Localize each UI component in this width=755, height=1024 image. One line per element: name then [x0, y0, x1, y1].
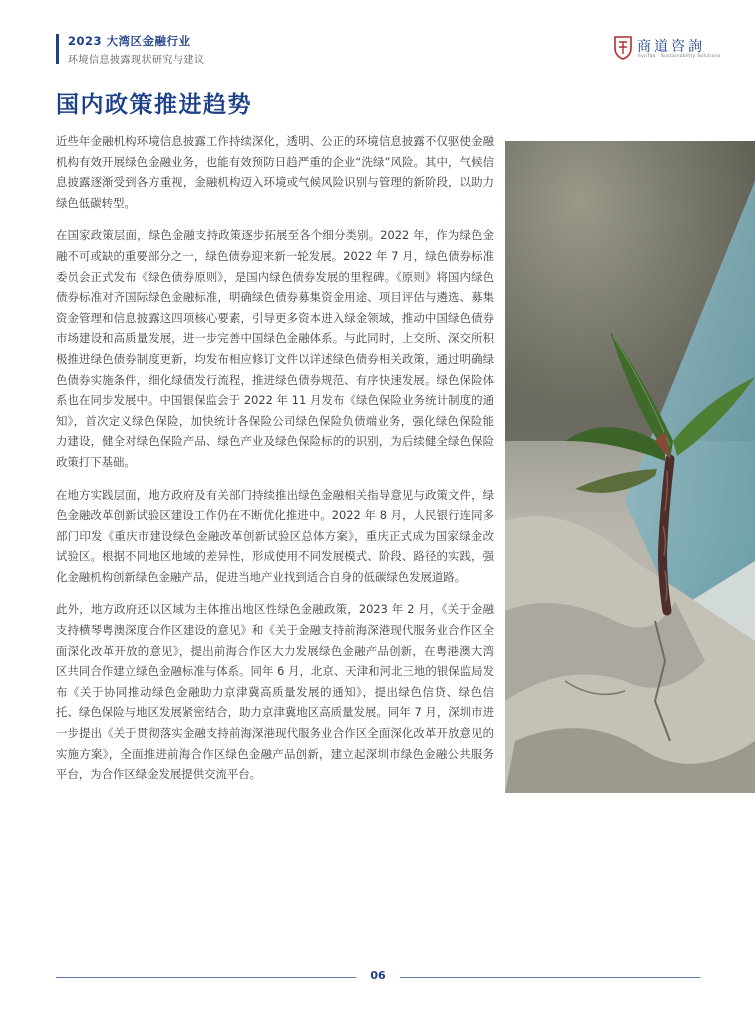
logo-name-cn: 商道咨詢 — [637, 39, 705, 55]
header-accent-bar — [56, 34, 59, 64]
paragraph-1: 近些年金融机构环境信息披露工作持续深化，透明、公正的环境信息披露不仅驱使金融机构有效开展绿色金融业务，也能有效预防日趋严重的企业“洗绿”风险。其中，气候信息披露逐渐受到各方重视，金融机构迈入环境或气候风险识别与管理的新阶段，以助力绿色低碳转型。 — [56, 134, 494, 210]
page-number: 06 — [370, 969, 386, 982]
logo — [612, 34, 721, 64]
body-text — [56, 131, 494, 797]
page-title: 国内政策推进趋势 — [56, 92, 252, 118]
header-subtitle: 环境信息披露现状研究与建议 — [68, 55, 205, 66]
footer-divider-left — [56, 977, 356, 978]
paragraph-4: 此外，地方政府还以区域为主体推出地区性绿色金融政策，2023 年 2 月，《关于金融支持横琴粤澳深度合作区建设的意见》和《关于金融支持前海深港现代服务业合作区全面深化改革开放的意见》，提出前海合作区大力发展绿色金融产品创新，在粤港澳大湾区共同合作建立绿色金融标准与体系。同年 6 月，北京、天津和河北三地的银保监局发布《关于协同推动绿色金融助力京津冀高质量发展的通知》，提出绿色信贷、绿色信托、绿色保险与地区发展紧密结合，助力京津冀地区高质量发展。同年 7 月，深圳市进一步提出《关于贯彻落实金融支持前海深港现代服务业合作区全面深化改革开放意见的实施方案》，全面推进前海合作区绿色金融产品创新，建立起深圳市绿色金融公共服务平台，为合作区绿金发展提供交流平台。 — [56, 602, 494, 782]
header-title: 2023 大湾区金融行业 — [68, 34, 191, 48]
paragraph-2: 在国家政策层面，绿色金融支持政策逐步拓展至各个细分类别。2022 年，作为绿色金融不可或缺的重要部分之一，绿色债券迎来新一轮发展。2022 年 7 月，绿色债券标准委员会正式发布《绿色债券原则》，是国内绿色债券发展的里程碑。《原则》将国内绿色债券标准对齐国际绿色金融标准，明确绿色债券募集资金用途、项目评估与遴选、募集资金管理和信息披露这四项核心要素，引导更多资本进入绿金领域，推动中国绿色债券市场建设和高质量发展，进一步完善中国绿色金融体系。与此同时，上交所、深交所积极推进绿色债券制度更新，均发布相应修订文件以详述绿色债券相关政策，通过明确绿色债券实施条件，细化绿债发行流程，推进绿色债券规范、有序快速发展。绿色保险体系也在同步发展中。中国银保监会于 2022 年 11 月发布《绿色保险业务统计制度的通知》，首次定义绿色保险，加快统计各保险公司绿色保险负债端业务，强化绿色保险能力建设，健全对绿色保险产品、绿色产业及绿色保险标的的识别，为后续健全绿色保险政策打下基础。 — [56, 228, 494, 469]
logo-mark-icon — [612, 34, 634, 60]
footer-divider-right — [400, 977, 700, 978]
seedling-illustration — [505, 141, 755, 793]
logo-name-en: SynTao · Sustainability Solutions — [638, 54, 721, 59]
seedling-photo — [505, 141, 755, 793]
paragraph-3: 在地方实践层面，地方政府及有关部门持续推出绿色金融相关指导意见与政策文件，绿色金融改革创新试验区建设工作仍在不断优化推进中。2022 年 8 月，人民银行连同多部门印发《重庆市建设绿色金融改革创新试验区总体方案》，重庆正式成为国家绿金改试验区。根据不同地区地域的差异性，形成使用不同发展模式、阶段、路径的实践，强化金融机构创新绿色金融产品，促进当地产业找到适合自身的低碳绿色发展道路。 — [56, 487, 494, 584]
